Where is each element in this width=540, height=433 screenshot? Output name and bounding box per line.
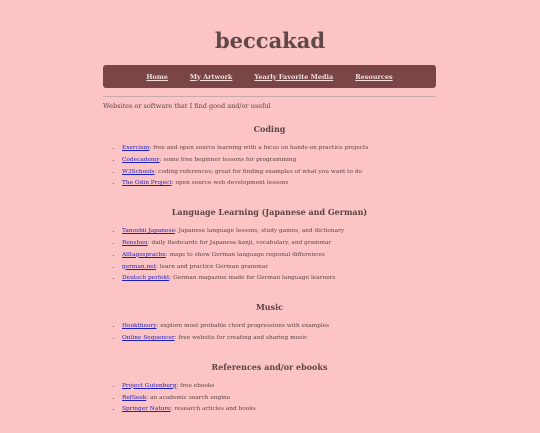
list-item xyxy=(122,167,436,179)
resource-description: : explore most probable chord progressions with examples xyxy=(156,323,330,330)
resource-link[interactable]: Tanoshii Japanese xyxy=(122,228,175,235)
resource-description: : some free beginner lessons for programming xyxy=(159,156,297,163)
list-item xyxy=(122,226,436,238)
resource-link[interactable]: Codecademy xyxy=(122,156,160,163)
list-item xyxy=(122,238,436,250)
list-item xyxy=(122,155,436,167)
list-item xyxy=(122,333,436,345)
resource-link[interactable]: The Odin Project xyxy=(122,180,172,187)
resource-description: : free ebooks xyxy=(176,382,215,389)
resource-link[interactable]: german.net xyxy=(122,263,156,270)
intro-text: Websites or software that I find good and/or useful xyxy=(103,102,271,110)
list-item xyxy=(122,273,436,285)
resource-description: : daily flashcards for Japanese kanji, vocabulary, and grammar xyxy=(147,239,332,246)
section-title-coding: Coding xyxy=(253,124,286,134)
list-item xyxy=(122,381,436,393)
list-item xyxy=(122,250,436,262)
list-item xyxy=(122,404,436,416)
resource-description: : research articles and books xyxy=(170,406,256,413)
resource-link[interactable]: RefSeek xyxy=(122,394,147,401)
list-item xyxy=(122,178,436,190)
nav-link-yearly-favorite-media[interactable]: Yearly Favorite Media xyxy=(254,72,334,81)
section-title-language-learning: Language Learning (Japanese and German) xyxy=(171,207,368,218)
resource-link[interactable]: Alltagssprache xyxy=(122,251,166,258)
resource-link[interactable]: Online Sequencer xyxy=(122,334,175,341)
resource-description: : an academic search engine xyxy=(146,394,231,401)
main-content xyxy=(103,102,436,433)
resource-link[interactable]: Renshuu xyxy=(122,239,148,246)
list-item xyxy=(122,262,436,274)
resource-description: : Japanese language lessons, study games, and dictionary xyxy=(174,228,345,235)
section-title-references: References and/or ebooks xyxy=(211,361,328,372)
resource-link[interactable]: Exercism xyxy=(122,145,150,151)
music-list xyxy=(103,321,436,345)
nav-link-resources[interactable]: Resources xyxy=(355,72,393,81)
resource-link[interactable]: Deutsch perfekt xyxy=(122,275,170,282)
language-learning-list xyxy=(103,226,436,285)
references-list xyxy=(103,381,436,416)
list-item xyxy=(122,393,436,405)
resource-description: : open source web development lessons xyxy=(171,180,289,187)
list-item xyxy=(122,143,436,155)
nav-link-my-artwork[interactable]: My Artwork xyxy=(189,72,233,81)
resource-description: : German magazine made for German language learners xyxy=(169,275,336,282)
list-item xyxy=(122,321,436,333)
main-nav xyxy=(103,65,436,88)
resource-link[interactable]: W3Schools xyxy=(122,168,155,175)
site-title: beccakad xyxy=(214,28,326,53)
resource-description: : free website for creating and sharing music xyxy=(174,334,308,341)
nav-link-home[interactable]: Home xyxy=(146,72,168,81)
section-title-music: Music xyxy=(255,302,284,313)
divider xyxy=(103,96,436,97)
resource-link[interactable]: Hooktheory xyxy=(122,323,157,330)
coding-list xyxy=(103,143,436,190)
resource-link[interactable]: Springer Nature xyxy=(122,406,171,413)
resource-description: : coding references; great for finding examples of what you want to do xyxy=(154,168,363,175)
resource-description: : free and open source learning with a focus on hands-on practice projects xyxy=(149,145,369,151)
resource-description: : maps to show German language regional differences xyxy=(165,251,325,258)
resource-description: : learn and practice German grammar xyxy=(155,263,268,270)
resource-link[interactable]: Project Gutenberg xyxy=(122,382,177,389)
